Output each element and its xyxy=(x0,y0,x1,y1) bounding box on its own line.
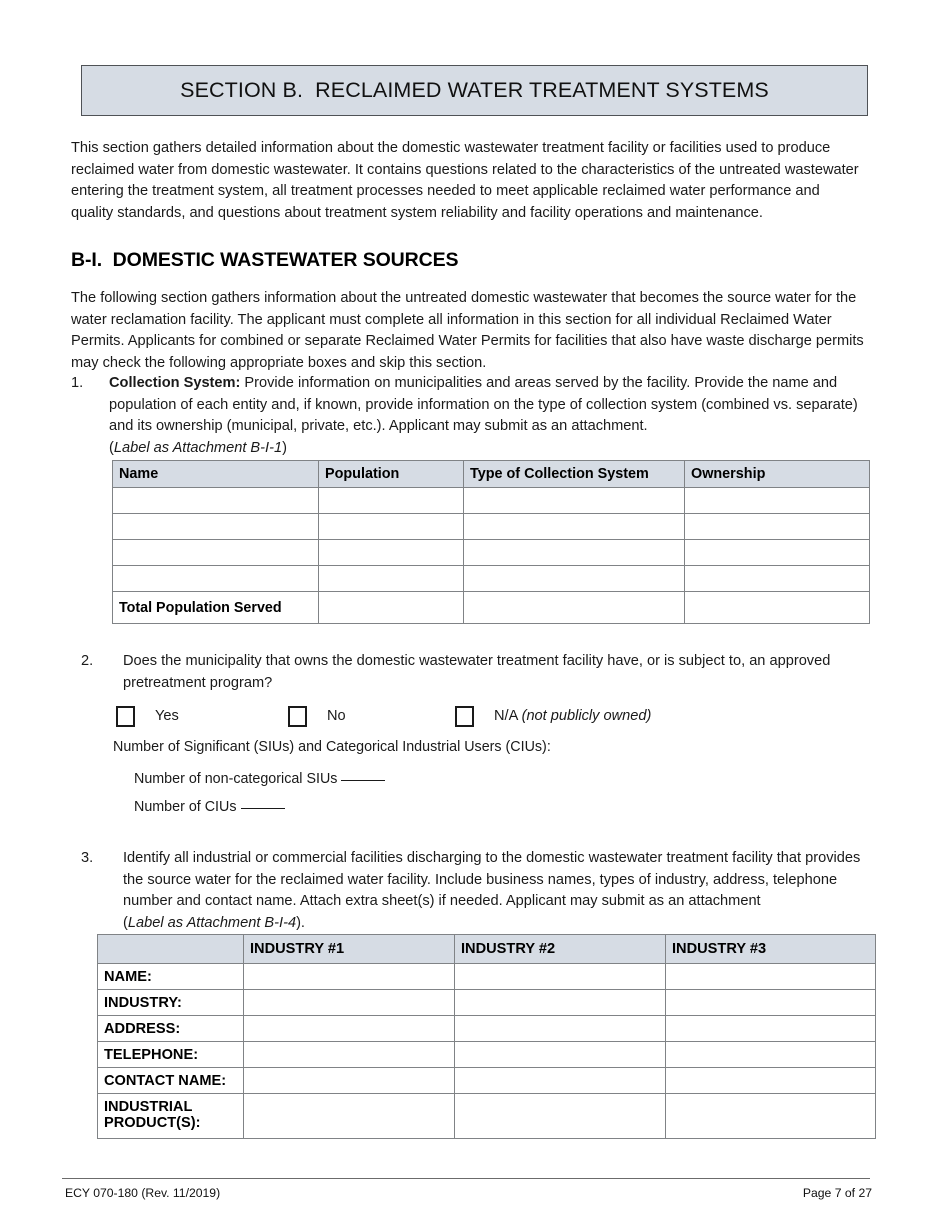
cell-name[interactable] xyxy=(113,566,319,592)
siu-ciu-heading: Number of Significant (SIUs) and Categorical Industrial Users (CIUs): xyxy=(113,739,551,755)
row-label-telephone: TELEPHONE: xyxy=(98,1042,244,1068)
industry-column-header-2: INDUSTRY #2 xyxy=(455,935,666,964)
section-banner-title: SECTION B. RECLAIMED WATER TREATMENT SYSTEMS xyxy=(180,78,769,102)
industry-column-header-1: INDUSTRY #1 xyxy=(244,935,455,964)
checkbox-option-no[interactable] xyxy=(288,703,346,729)
footer-form-id: ECY 070-180 (Rev. 11/2019) xyxy=(65,1186,221,1200)
item-3-attachment-label: Label as Attachment B-I-4 xyxy=(127,914,297,931)
item-1-text: Provide information on municipalities and areas served by the facility. Provide the name and population of each entity and, if known, provide information on the type of collection system (combined vs. separate) and its ownership (municipal, private, etc.). Applicant may submit as an attachment. xyxy=(109,375,858,435)
row-label-address: ADDRESS: xyxy=(98,1016,244,1042)
table-row xyxy=(98,1016,876,1042)
intro-paragraph: This section gathers detailed information about the domestic wastewater treatment facility or facilities used to produce reclaimed water from domestic wastewater. It contains questions related to the characteristics of the untreated wastewater entering the treatment system, all treatment processes needed to meet applicable reclaimed water performance and quality standards, and questions about treatment system reliability and facility operations and maintenance. xyxy=(71,140,859,222)
cell-ownership[interactable] xyxy=(685,514,870,540)
cell-industry2-contact[interactable] xyxy=(455,1068,666,1094)
cell-industry3-address[interactable] xyxy=(666,1016,876,1042)
checkbox-icon[interactable] xyxy=(288,706,307,727)
non-categorical-siu-label: Number of non-categorical SIUs xyxy=(134,771,338,787)
item-1-attachment-close: ) xyxy=(282,439,287,456)
numbered-item-1 xyxy=(71,373,871,459)
cell-name[interactable] xyxy=(113,488,319,514)
footer-divider xyxy=(62,1178,870,1179)
numbered-item-3 xyxy=(81,848,871,934)
cell-industry3-industry[interactable] xyxy=(666,990,876,1016)
item-3-attachment-close: ). xyxy=(296,914,305,931)
cell-industry2-products[interactable] xyxy=(455,1094,666,1139)
column-header-ownership: Ownership xyxy=(685,461,870,488)
cell-industry1-industry[interactable] xyxy=(244,990,455,1016)
item-1-attachment-label: Label as Attachment B-I-1 xyxy=(113,439,283,456)
cell-industry3-telephone[interactable] xyxy=(666,1042,876,1068)
cell-type[interactable] xyxy=(464,540,685,566)
ciu-input[interactable] xyxy=(241,808,285,809)
cell-industry2-telephone[interactable] xyxy=(455,1042,666,1068)
cell-total-ownership[interactable] xyxy=(685,592,870,624)
checkbox-label-yes: Yes xyxy=(155,708,179,724)
non-categorical-siu-row xyxy=(134,771,385,787)
collection-system-table xyxy=(112,460,870,624)
item-3-text: Identify all industrial or commercial facilities discharging to the domestic wastewater treatment facility that provides the source water for the reclaimed water facility. Include business names, types of industry, address, telephone number and contact name. Attach extra sheet(s) if needed. Applicant may submit as an attachment xyxy=(123,850,861,910)
table-row xyxy=(113,540,870,566)
column-header-name: Name xyxy=(113,461,319,488)
checkbox-label-na-main: N/A xyxy=(494,708,522,724)
table-total-row xyxy=(113,592,870,624)
cell-population[interactable] xyxy=(319,566,464,592)
row-label-name: NAME: xyxy=(98,964,244,990)
table-row xyxy=(98,964,876,990)
checkbox-option-na[interactable] xyxy=(455,703,651,729)
row-label-industry: INDUSTRY: xyxy=(98,990,244,1016)
cell-industry3-name[interactable] xyxy=(666,964,876,990)
cell-population[interactable] xyxy=(319,514,464,540)
cell-ownership[interactable] xyxy=(685,540,870,566)
checkbox-icon[interactable] xyxy=(116,706,135,727)
cell-population[interactable] xyxy=(319,488,464,514)
industry-table xyxy=(97,934,876,1139)
item-3-number: 3. xyxy=(81,850,94,866)
total-population-served-label: Total Population Served xyxy=(113,592,319,624)
cell-industry3-contact[interactable] xyxy=(666,1068,876,1094)
section-banner xyxy=(81,65,868,116)
ciu-label: Number of CIUs xyxy=(134,799,237,815)
item-1-text-wrap xyxy=(109,373,871,459)
cell-name[interactable] xyxy=(113,540,319,566)
checkbox-label-na-note: (not publicly owned) xyxy=(521,708,652,724)
column-header-type: Type of Collection System xyxy=(464,461,685,488)
item-2-number: 2. xyxy=(81,653,94,669)
item-1-bold-lead: Collection System: xyxy=(109,375,241,391)
table-header-row xyxy=(113,461,870,488)
ciu-row xyxy=(134,799,285,815)
table-row xyxy=(98,990,876,1016)
item-3-attachment-open: ( xyxy=(123,914,128,931)
cell-industry3-products[interactable] xyxy=(666,1094,876,1139)
cell-industry1-contact[interactable] xyxy=(244,1068,455,1094)
cell-industry2-industry[interactable] xyxy=(455,990,666,1016)
column-header-population: Population xyxy=(319,461,464,488)
cell-population[interactable] xyxy=(319,540,464,566)
footer-page-number: Page 7 of 27 xyxy=(802,1186,872,1200)
cell-ownership[interactable] xyxy=(685,566,870,592)
row-label-industrial-products: INDUSTRIAL PRODUCT(S): xyxy=(98,1094,244,1139)
industry-column-header-3: INDUSTRY #3 xyxy=(666,935,876,964)
checkbox-label-na xyxy=(494,708,651,724)
cell-name[interactable] xyxy=(113,514,319,540)
cell-total-population[interactable] xyxy=(319,592,464,624)
cell-industry2-address[interactable] xyxy=(455,1016,666,1042)
cell-type[interactable] xyxy=(464,488,685,514)
cell-total-type[interactable] xyxy=(464,592,685,624)
table-row xyxy=(113,566,870,592)
industry-table-header-row xyxy=(98,935,876,964)
subsection-heading: B-I. DOMESTIC WASTEWATER SOURCES xyxy=(71,249,459,271)
table-row xyxy=(113,514,870,540)
item-3-text-wrap xyxy=(123,848,871,934)
numbered-item-2 xyxy=(81,651,871,694)
industry-column-header-blank xyxy=(98,935,244,964)
cell-type[interactable] xyxy=(464,514,685,540)
item-2-text: Does the municipality that owns the domestic wastewater treatment facility have, or is subject to, an approved pretreatment program? xyxy=(123,653,831,691)
cell-type[interactable] xyxy=(464,566,685,592)
checkbox-icon[interactable] xyxy=(455,706,474,727)
checkbox-label-no: No xyxy=(327,708,346,724)
cell-industry1-name[interactable] xyxy=(244,964,455,990)
cell-industry1-products[interactable] xyxy=(244,1094,455,1139)
checkbox-option-yes[interactable] xyxy=(116,703,179,729)
table-row xyxy=(98,1068,876,1094)
item-1-number: 1. xyxy=(71,375,84,391)
subsection-paragraph: The following section gathers information about the untreated domestic wastewater that becomes the source water for the water reclamation facility. The applicant must complete all information in this section for all individual Reclaimed Water Permits. Applicants for combined or separate Reclaimed Water Permits for facilities that also have waste discharge permits may check the following appropriate boxes and skip this section. xyxy=(71,290,864,372)
cell-industry1-telephone[interactable] xyxy=(244,1042,455,1068)
cell-ownership[interactable] xyxy=(685,488,870,514)
item-1-attachment-open: ( xyxy=(109,439,114,456)
table-row xyxy=(98,1042,876,1068)
table-row xyxy=(113,488,870,514)
pretreatment-answer-group xyxy=(116,703,816,729)
non-categorical-siu-input[interactable] xyxy=(341,780,385,781)
table-row xyxy=(98,1094,876,1139)
row-label-contact-name: CONTACT NAME: xyxy=(98,1068,244,1094)
cell-industry1-address[interactable] xyxy=(244,1016,455,1042)
cell-industry2-name[interactable] xyxy=(455,964,666,990)
